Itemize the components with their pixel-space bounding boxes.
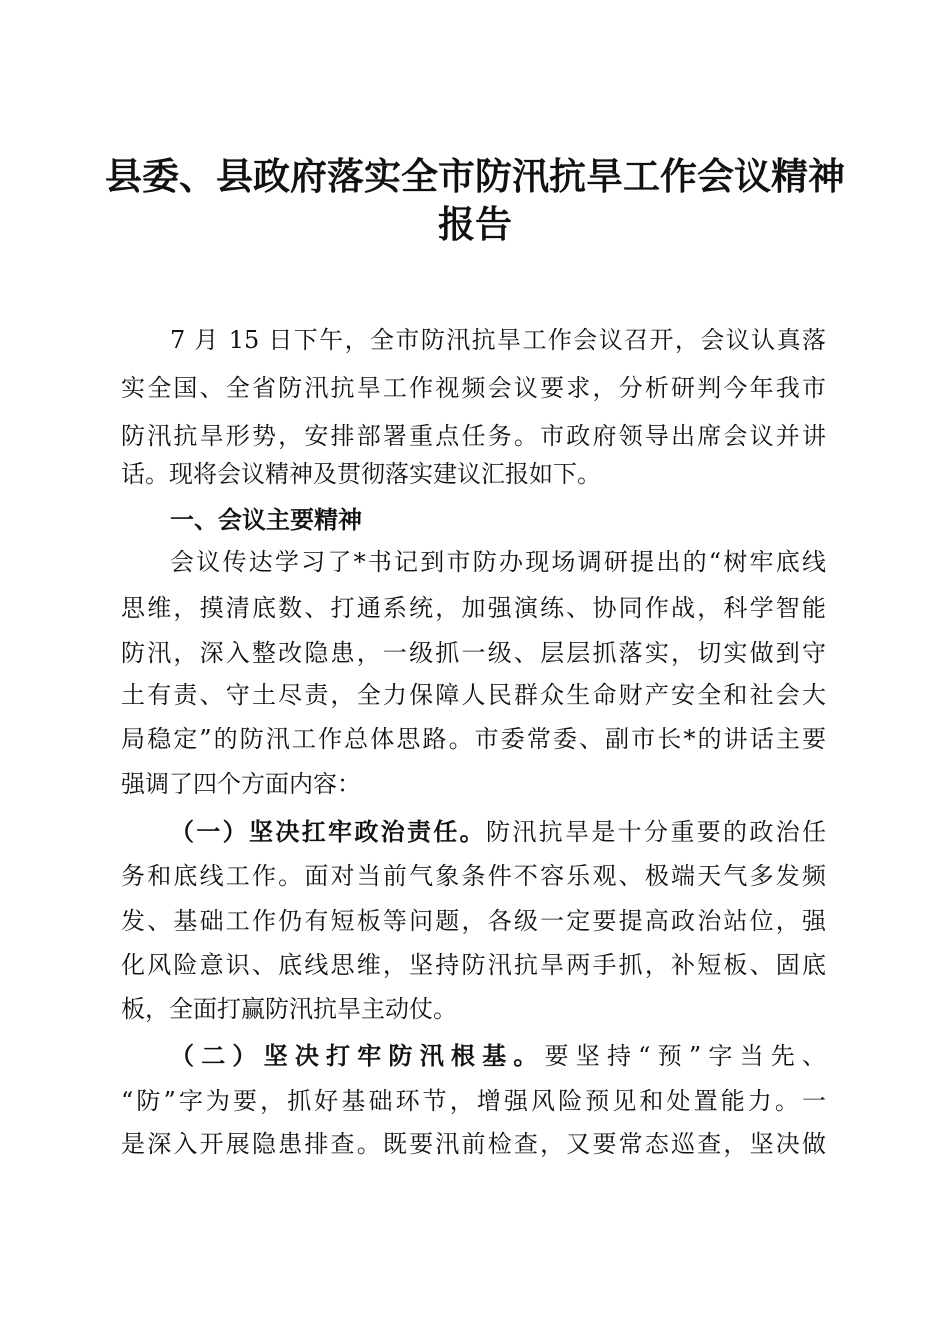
document-title: 县委、县政府落实全市防汛抗旱工作会议精神: [105, 154, 845, 198]
paragraph-line: 板，全面打赢防汛抗旱主动仗。: [121, 995, 457, 1023]
paragraph-line: 是深入开展隐患排查。既要汛前检查，又要常态巡查，坚决做: [121, 1130, 826, 1158]
paragraph-line: 强调了四个方面内容：: [121, 770, 361, 798]
paragraph-line: 务和底线工作。面对当前气象条件不容乐观、极端天气多发频: [121, 862, 826, 890]
subsection-lead: （一）坚决扛牢政治责任。: [170, 818, 486, 846]
paragraph-line: 防汛抗旱形势，安排部署重点任务。市政府领导出席会议并讲: [121, 422, 826, 450]
paragraph-line: 话。现将会议精神及贯彻落实建议汇报如下。: [121, 460, 601, 488]
paragraph-line: 思维，摸清底数、打通系统，加强演练、协同作战，科学智能: [121, 594, 826, 622]
paragraph-line: [170, 808, 826, 856]
paragraph-line: 土有责、守土尽责，全力保障人民群众生命财产安全和社会大: [121, 681, 826, 709]
document-title-continued: 报告: [438, 202, 512, 246]
paragraph-line: “防”字为要，抓好基础环节，增强风险预见和处置能力。一: [121, 1087, 826, 1115]
paragraph-line: 7 月 15 日下午，全市防汛抗旱工作会议召开，会议认真落: [170, 326, 826, 354]
section-heading: 一、会议主要精神: [170, 506, 362, 534]
paragraph-line: [170, 1032, 826, 1080]
paragraph-text: 要坚持“预”字当先、: [544, 1042, 826, 1070]
subsection-lead: （二）坚决打牢防汛根基。: [170, 1042, 545, 1070]
paragraph-line: 化风险意识、底线思维，坚持防汛抗旱两手抓，补短板、固底: [121, 951, 826, 979]
paragraph-line: 局稳定”的防汛工作总体思路。市委常委、副市长*的讲话主要: [121, 725, 826, 753]
paragraph-line: 实全国、全省防汛抗旱工作视频会议要求，分析研判今年我市: [121, 374, 826, 402]
paragraph-line: 会议传达学习了*书记到市防办现场调研提出的“树牢底线: [170, 548, 826, 576]
paragraph-text: 防汛抗旱是十分重要的政治任: [486, 818, 826, 846]
paragraph-line: 防汛，深入整改隐患，一级抓一级、层层抓落实，切实做到守: [121, 639, 826, 667]
paragraph-line: 发、基础工作仍有短板等问题，各级一定要提高政治站位，强: [121, 907, 826, 935]
